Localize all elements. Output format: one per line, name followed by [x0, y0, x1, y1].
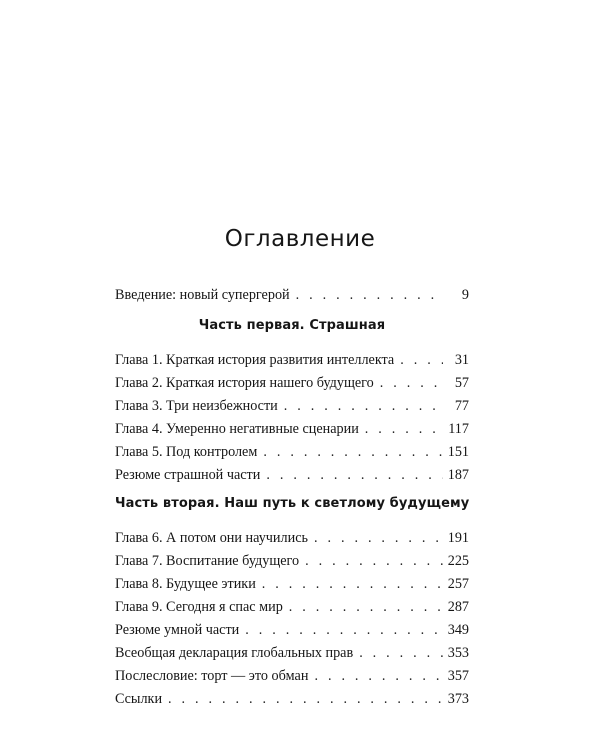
toc-entry-page: 357 [447, 668, 469, 684]
toc-entry[interactable] [115, 573, 469, 596]
dot-leader [245, 619, 443, 642]
toc-entry-page: 9 [461, 287, 469, 303]
toc-entry-label: Резюме страшной части [115, 467, 261, 483]
toc-entry-label: Ссылки [115, 691, 163, 707]
toc-entry-label: Глава 9. Сегодня я спас мир [115, 599, 283, 615]
toc-entry[interactable] [115, 372, 469, 395]
toc-entry-label: Резюме умной части [115, 622, 240, 638]
dot-leader [168, 688, 443, 711]
toc-entry-label: Послесловие: торт — это обман [115, 668, 309, 684]
toc-entry[interactable] [115, 349, 469, 372]
dot-leader [289, 596, 443, 619]
dot-leader [263, 441, 443, 464]
part-one-heading: Часть первая. Страшная [198, 318, 386, 333]
toc-entry-label: Всеобщая декларация глобальных прав [115, 645, 354, 661]
dot-leader [284, 395, 443, 418]
table-of-contents [115, 284, 469, 711]
toc-entry-label: Глава 1. Краткая история развития интеллекта [115, 352, 395, 368]
toc-entry-page: 349 [447, 622, 469, 638]
toc-entry[interactable] [115, 441, 469, 464]
toc-entry[interactable] [115, 464, 469, 487]
toc-entry-page: 57 [454, 375, 469, 391]
toc-entry-page: 225 [447, 553, 469, 569]
toc-entry[interactable] [115, 642, 469, 665]
toc-entry[interactable] [115, 596, 469, 619]
toc-entry-page: 287 [447, 599, 469, 615]
dot-leader [296, 284, 443, 307]
dot-leader [359, 642, 443, 665]
toc-entry[interactable] [115, 665, 469, 688]
toc-entry-label: Глава 4. Умеренно негативные сценарии [115, 421, 359, 437]
toc-entry[interactable] [115, 619, 469, 642]
part-two-heading: Часть вторая. Наш путь к светлому будущему [115, 496, 470, 511]
toc-entry-page: 191 [447, 530, 469, 546]
toc-title: Оглавление [224, 226, 376, 252]
dot-leader [305, 550, 443, 573]
toc-entry-label: Глава 2. Краткая история нашего будущего [115, 375, 374, 391]
toc-entry-intro[interactable] [115, 284, 469, 307]
toc-entry-page: 31 [454, 352, 469, 368]
toc-entry-page: 77 [454, 398, 469, 414]
dot-leader [400, 349, 443, 372]
toc-entry-page: 117 [448, 421, 469, 437]
toc-entry-page: 353 [447, 645, 469, 661]
toc-entry-page: 151 [447, 444, 469, 460]
toc-entry-label: Введение: новый супергерой [115, 287, 290, 303]
dot-leader [380, 372, 443, 395]
dot-leader [314, 527, 443, 550]
toc-entry-page: 187 [447, 467, 469, 483]
dot-leader [262, 573, 443, 596]
toc-entry[interactable] [115, 550, 469, 573]
dot-leader [365, 418, 443, 441]
toc-entry-label: Глава 7. Воспитание будущего [115, 553, 300, 569]
toc-entry[interactable] [115, 527, 469, 550]
toc-entry-label: Глава 3. Три неизбежности [115, 398, 278, 414]
toc-entry-page: 373 [447, 691, 469, 707]
dot-leader [266, 464, 443, 487]
toc-entry-label: Глава 8. Будущее этики [115, 576, 256, 592]
toc-entry-label: Глава 6. А потом они научились [115, 530, 308, 546]
toc-entry[interactable] [115, 395, 469, 418]
toc-entry-label: Глава 5. Под контролем [115, 444, 258, 460]
toc-entry[interactable] [115, 418, 469, 441]
dot-leader [314, 665, 443, 688]
toc-entry-page: 257 [447, 576, 469, 592]
toc-entry[interactable] [115, 688, 469, 711]
